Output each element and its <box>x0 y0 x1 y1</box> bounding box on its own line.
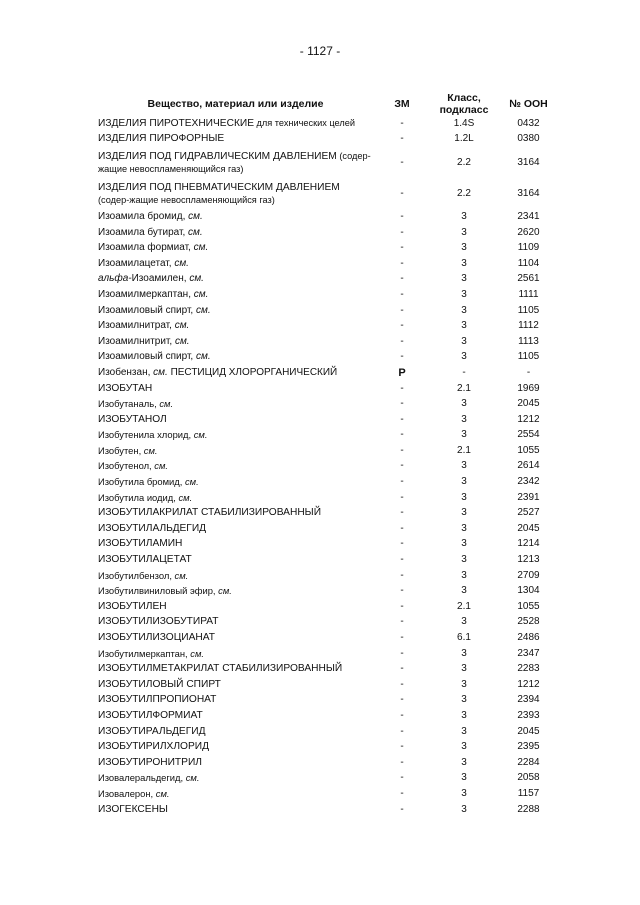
table-row <box>98 318 560 334</box>
table-row <box>98 225 560 241</box>
substance-name <box>98 708 373 724</box>
table-row <box>98 677 560 693</box>
name-text: Изоамиловый спирт, <box>98 304 194 316</box>
table-row <box>98 490 560 506</box>
un-number-cell: 1112 <box>518 320 539 332</box>
substance-name <box>98 521 373 537</box>
table-row <box>98 693 560 709</box>
name-text: Изоамилмеркаптан, <box>98 288 191 300</box>
un-number-cell: 1157 <box>517 787 540 799</box>
substance-name <box>98 303 373 319</box>
un-number-cell: 1113 <box>518 335 539 347</box>
un-number-cell: 2058 <box>517 772 540 784</box>
name-text: ИЗОБУТИЛАЦЕТАТ <box>98 554 192 566</box>
class-cell: 2.1 <box>457 444 471 456</box>
class-cell: 2.2 <box>457 187 471 199</box>
table-row <box>98 443 560 459</box>
un-number-cell: 3164 <box>517 187 540 199</box>
name-text: ИЗДЕЛИЯ ПИРОТЕХНИЧЕСКИЕ <box>98 118 254 130</box>
class-cell: 2.1 <box>457 600 471 612</box>
table-row <box>98 178 560 209</box>
name-text: ИЗОБУТИЛОВЫЙ СПИРТ <box>98 678 221 690</box>
table-row <box>98 303 560 319</box>
table-row <box>98 412 560 428</box>
name-text: ИЗОБУТИЛФОРМИАТ <box>98 709 203 721</box>
table-row <box>98 552 560 568</box>
class-cell: 3 <box>461 210 467 222</box>
class-cell: 3 <box>461 725 467 737</box>
substance-name <box>98 209 373 225</box>
class-cell: - <box>462 366 466 378</box>
table-row <box>98 739 560 755</box>
class-cell: 3 <box>461 554 467 566</box>
class-cell: 1.2L <box>454 133 474 145</box>
un-number-cell: 2709 <box>517 569 540 581</box>
un-number-cell: 2614 <box>517 460 540 472</box>
un-number-cell: 2347 <box>517 647 540 659</box>
substance-name <box>98 256 373 272</box>
em-cell: - <box>400 257 404 269</box>
class-cell: 3 <box>461 787 467 799</box>
substance-name <box>98 178 373 209</box>
see-reference: см. <box>189 273 204 285</box>
substance-name <box>98 318 373 334</box>
em-cell: - <box>400 413 404 425</box>
name-text: ИЗОБУТИЛМЕТАКРИЛАТ СТАБИЛИЗИРОВАННЫЙ <box>98 663 343 675</box>
substance-name <box>98 381 373 397</box>
em-cell: - <box>400 288 404 300</box>
table-row <box>98 708 560 724</box>
substance-name <box>98 802 373 818</box>
class-cell: 3 <box>461 772 467 784</box>
class-cell: 3 <box>461 663 467 675</box>
em-cell: - <box>400 772 404 784</box>
class-cell: 3 <box>461 398 467 410</box>
un-number-cell: 0432 <box>517 117 540 129</box>
see-reference: см. <box>193 288 209 300</box>
substance-name <box>98 350 373 366</box>
em-cell: - <box>400 429 404 441</box>
em-cell: - <box>400 756 404 768</box>
see-reference: см. <box>174 320 190 332</box>
name-aside: (содер-жащие невоспламеняющийся газ) <box>98 150 371 174</box>
em-cell: - <box>400 460 404 472</box>
name-text: Изовалеральдегид, <box>98 772 184 784</box>
substance-name <box>98 490 373 506</box>
class-cell: 3 <box>461 335 467 347</box>
name-text: Изобутилбензол, <box>98 569 172 581</box>
name-text: ИЗОБУТИРИЛХЛОРИД <box>98 741 209 753</box>
substance-name <box>98 272 373 288</box>
un-number-cell: 2486 <box>517 632 540 644</box>
substance-name <box>98 599 373 615</box>
em-cell: - <box>400 507 404 519</box>
substance-name <box>98 630 373 646</box>
see-reference: см. <box>185 772 200 784</box>
see-reference: см. <box>174 257 189 269</box>
see-reference: см. <box>178 491 193 503</box>
em-cell: - <box>400 569 404 581</box>
un-number-cell: 1055 <box>517 600 540 612</box>
un-number-cell: 2554 <box>517 429 540 441</box>
un-number-cell: 2391 <box>517 491 540 503</box>
name-text: Изоамила бутират, <box>98 226 186 238</box>
class-cell: 3 <box>461 756 467 768</box>
table-row <box>98 537 560 553</box>
em-cell: - <box>400 242 404 254</box>
table-row <box>98 381 560 397</box>
see-reference: см. <box>174 335 190 347</box>
un-number-cell: 1104 <box>517 257 540 269</box>
name-text: ИЗОБУТИЛАЛЬДЕГИД <box>98 522 207 534</box>
un-number-cell: 1214 <box>517 538 540 550</box>
un-number-cell: 2045 <box>517 522 540 534</box>
table-row <box>98 646 560 662</box>
see-reference: см. <box>184 476 199 488</box>
name-text: ИЗДЕЛИЯ ПОД ГИДРАВЛИЧЕСКИМ ДАВЛЕНИЕМ <box>98 150 337 162</box>
class-cell: 3 <box>461 460 467 472</box>
table-header-row <box>98 92 560 116</box>
class-cell: 3 <box>461 694 467 706</box>
un-number-cell: 0380 <box>517 133 540 145</box>
see-reference: см. <box>159 398 174 410</box>
substance-name <box>98 412 373 428</box>
un-number-cell: 2341 <box>517 210 540 222</box>
substance-name <box>98 474 373 490</box>
em-cell: Р <box>398 366 406 379</box>
em-cell: - <box>400 304 404 316</box>
substance-name <box>98 443 373 459</box>
table-row <box>98 786 560 802</box>
table-row <box>98 802 560 818</box>
table-row <box>98 209 560 225</box>
name-text: Изобутен, <box>98 444 142 456</box>
substance-name <box>98 225 373 241</box>
substance-name <box>98 646 373 662</box>
class-cell: 3 <box>461 741 467 753</box>
table-row <box>98 583 560 599</box>
table-row <box>98 116 560 132</box>
em-cell: - <box>400 491 404 503</box>
un-number-cell: 2393 <box>517 709 540 721</box>
class-cell: 3 <box>461 709 467 721</box>
em-cell: - <box>400 585 404 597</box>
class-cell: 3 <box>461 507 467 519</box>
substance-name <box>98 677 373 693</box>
class-cell: 3 <box>461 320 467 332</box>
em-cell: - <box>400 522 404 534</box>
substance-name <box>98 396 373 412</box>
name-text: Изоамилнитрат, <box>98 320 172 332</box>
name-text: Изобензан, <box>98 366 151 378</box>
header-name: Вещество, материал или изделие <box>147 98 324 110</box>
un-number-cell: 1969 <box>517 382 540 394</box>
table-row <box>98 615 560 631</box>
class-cell: 3 <box>461 538 467 550</box>
name-text: Изобутилвиниловый эфир, <box>98 585 216 597</box>
class-cell: 3 <box>461 429 467 441</box>
name-text: Изоамилацетат, <box>98 257 172 269</box>
table-row <box>98 240 560 256</box>
name-text: ИЗОБУТИРОНИТРИЛ <box>98 756 202 768</box>
class-cell: 3 <box>461 476 467 488</box>
see-reference: см. <box>155 787 170 799</box>
name-text: Изобутила иодид, <box>98 491 176 503</box>
table-row <box>98 599 560 615</box>
header-class: Класс, подкласс <box>439 92 489 116</box>
class-cell: 3 <box>461 351 467 363</box>
name-text: Изоамиловый спирт, <box>98 351 194 363</box>
table-row <box>98 287 560 303</box>
em-cell: - <box>400 803 404 815</box>
substance-name <box>98 287 373 303</box>
substances-table <box>98 92 560 817</box>
substance-name <box>98 459 373 475</box>
em-cell: - <box>400 632 404 644</box>
em-cell: - <box>400 741 404 753</box>
class-cell: 2.1 <box>457 382 471 394</box>
name-text: ИЗОБУТИЛИЗОЦИАНАТ <box>98 632 215 644</box>
substance-name <box>98 755 373 771</box>
em-cell: - <box>400 210 404 222</box>
un-number-cell: 2045 <box>517 398 540 410</box>
class-cell: 3 <box>461 226 467 238</box>
em-cell: - <box>400 678 404 690</box>
un-number-cell: 2342 <box>517 476 540 488</box>
table-row <box>98 505 560 521</box>
un-number-cell: 1109 <box>517 242 540 254</box>
name-text: Изобутила бромид, <box>98 476 183 488</box>
class-cell: 3 <box>461 304 467 316</box>
em-cell: - <box>400 600 404 612</box>
table-row <box>98 568 560 584</box>
see-reference: см. <box>174 569 189 581</box>
class-cell: 2.2 <box>457 156 471 168</box>
see-reference: см. <box>193 429 208 441</box>
page-number: - 1127 - <box>299 44 341 58</box>
em-cell: - <box>400 476 404 488</box>
name-text: Изоамила бромид, <box>98 210 186 222</box>
un-number-cell: 2620 <box>517 226 540 238</box>
table-row <box>98 396 560 412</box>
substance-name <box>98 568 373 584</box>
substance-name <box>98 724 373 740</box>
un-number-cell: - <box>526 366 531 378</box>
substance-name <box>98 693 373 709</box>
em-cell: - <box>400 694 404 706</box>
name-aside: для технических целей <box>254 118 355 129</box>
un-number-cell: 2561 <box>517 273 540 285</box>
substance-name <box>98 365 373 381</box>
table-row <box>98 474 560 490</box>
name-text: ИЗОБУТИЛПРОПИОНАТ <box>98 694 217 706</box>
un-number-cell: 2284 <box>517 756 540 768</box>
un-number-cell: 1105 <box>517 351 540 363</box>
table-row <box>98 521 560 537</box>
un-number-cell: 1213 <box>517 554 540 566</box>
name-text: Изоамила формиат, <box>98 242 191 254</box>
name-text: ИЗОГЕКСЕНЫ <box>98 803 168 815</box>
substance-name <box>98 132 373 148</box>
class-cell: 3 <box>461 491 467 503</box>
em-cell: - <box>400 647 404 659</box>
substance-name <box>98 116 373 132</box>
em-cell: - <box>400 616 404 628</box>
see-reference: см. <box>193 242 209 254</box>
substance-name <box>98 428 373 444</box>
name-text: ИЗОБУТАН <box>98 382 153 394</box>
substance-name <box>98 771 373 787</box>
name-text: ИЗОБУТИЛАКРИЛАТ СТАБИЛИЗИРОВАННЫЙ <box>98 507 322 519</box>
see-reference: см. <box>153 366 168 378</box>
un-number-cell: 1111 <box>518 288 539 300</box>
class-cell: 3 <box>461 273 467 285</box>
substance-name <box>98 334 373 350</box>
class-cell: 6.1 <box>457 632 471 644</box>
table-row <box>98 661 560 677</box>
class-cell: 1.4S <box>453 117 475 129</box>
name-text: Изоамилнитрит, <box>98 335 173 347</box>
em-cell: - <box>400 320 404 332</box>
see-reference: см. <box>188 210 203 222</box>
em-cell: - <box>400 787 404 799</box>
name-text: ИЗОБУТИЛАМИН <box>98 538 183 550</box>
table-row <box>98 630 560 646</box>
see-reference: см. <box>143 444 158 456</box>
name-text: Изоамилен, <box>131 273 187 285</box>
name-text: ИЗОБУТИЛЕН <box>98 600 167 612</box>
table-row <box>98 132 560 148</box>
substance-name <box>98 147 373 178</box>
see-reference: см. <box>188 226 203 238</box>
class-cell: 3 <box>461 413 467 425</box>
em-cell: - <box>400 335 404 347</box>
un-number-cell: 3164 <box>517 156 540 168</box>
name-text: ИЗДЕЛИЯ ПИРОФОРНЫЕ <box>98 133 225 145</box>
name-text: Изобутенила хлорид, <box>98 429 192 441</box>
table-row <box>98 334 560 350</box>
un-number-cell: 2045 <box>517 725 540 737</box>
name-text: Изобутенол, <box>98 460 152 472</box>
table-row <box>98 256 560 272</box>
un-number-cell: 1212 <box>517 678 540 690</box>
un-number-cell: 2528 <box>517 616 540 628</box>
em-cell: - <box>400 554 404 566</box>
class-cell: 3 <box>461 569 467 581</box>
un-number-cell: 2527 <box>517 507 540 519</box>
header-un: № ООН <box>509 98 548 110</box>
name-suffix: ПЕСТИЦИД ХЛОРОРГАНИЧЕСКИЙ <box>167 366 338 378</box>
em-cell: - <box>400 187 404 199</box>
see-reference: см. <box>154 460 169 472</box>
name-text: ИЗДЕЛИЯ ПОД ПНЕВМАТИЧЕСКИМ ДАВЛЕНИЕМ <box>98 181 340 193</box>
class-cell: 3 <box>461 803 467 815</box>
em-cell: - <box>400 133 404 145</box>
un-number-cell: 2283 <box>517 663 540 675</box>
em-cell: - <box>400 156 404 168</box>
em-cell: - <box>400 538 404 550</box>
name-text: Изобутаналь, <box>98 398 157 410</box>
un-number-cell: 1055 <box>517 444 540 456</box>
table-row <box>98 350 560 366</box>
class-cell: 3 <box>461 678 467 690</box>
em-cell: - <box>400 226 404 238</box>
see-reference: см. <box>196 304 211 316</box>
un-number-cell: 1304 <box>517 585 540 597</box>
substance-name <box>98 537 373 553</box>
un-number-cell: 1212 <box>517 413 540 425</box>
em-cell: - <box>400 663 404 675</box>
substance-name <box>98 739 373 755</box>
em-cell: - <box>400 273 404 285</box>
class-cell: 3 <box>461 616 467 628</box>
em-cell: - <box>400 382 404 394</box>
substance-name <box>98 661 373 677</box>
un-number-cell: 2288 <box>517 803 540 815</box>
see-reference: см. <box>190 647 204 659</box>
name-text: Изобутилмеркаптан, <box>98 647 188 659</box>
name-prefix: альфа- <box>98 273 132 285</box>
class-cell: 3 <box>461 257 467 269</box>
un-number-cell: 2394 <box>517 694 540 706</box>
substance-name <box>98 240 373 256</box>
name-text: ИЗОБУТАНОЛ <box>98 413 167 425</box>
class-cell: 3 <box>461 288 467 300</box>
table-row <box>98 771 560 787</box>
em-cell: - <box>400 117 404 129</box>
em-cell: - <box>400 351 404 363</box>
un-number-cell: 1105 <box>517 304 540 316</box>
table-row <box>98 147 560 178</box>
substance-name <box>98 552 373 568</box>
table-row <box>98 365 560 381</box>
class-cell: 3 <box>461 647 467 659</box>
substance-name <box>98 505 373 521</box>
em-cell: - <box>400 709 404 721</box>
table-row <box>98 755 560 771</box>
class-cell: 3 <box>461 585 467 597</box>
see-reference: см. <box>196 351 211 363</box>
em-cell: - <box>400 444 404 456</box>
see-reference: см. <box>218 585 232 597</box>
table-row <box>98 459 560 475</box>
em-cell: - <box>400 398 404 410</box>
table-row <box>98 428 560 444</box>
un-number-cell: 2395 <box>517 741 540 753</box>
name-text: ИЗОБУТИЛИЗОБУТИРАТ <box>98 616 219 628</box>
class-cell: 3 <box>461 242 467 254</box>
em-cell: - <box>400 725 404 737</box>
class-cell: 3 <box>461 522 467 534</box>
header-em: ЗМ <box>394 98 410 110</box>
name-aside: (содер-жащие невоспламеняющийся газ) <box>98 194 275 205</box>
name-text: ИЗОБУТИРАЛЬДЕГИД <box>98 725 206 737</box>
table-row <box>98 724 560 740</box>
substance-name <box>98 615 373 631</box>
substance-name <box>98 583 373 599</box>
table-row <box>98 272 560 288</box>
substance-name <box>98 786 373 802</box>
name-text: Изовалерон, <box>98 787 154 799</box>
